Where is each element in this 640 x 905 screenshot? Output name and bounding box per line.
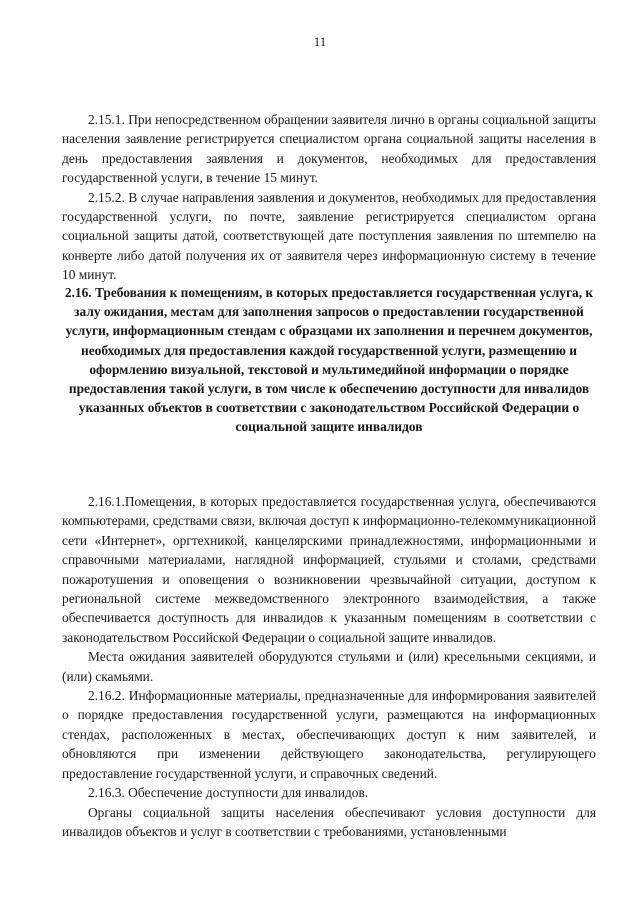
main-text-block (62, 492, 596, 841)
page-number: 11 (313, 34, 327, 49)
section-heading (62, 283, 596, 437)
paragraph-2-15-1: 2.15.1. При непосредственном обращении заявителя лично в органы социальной защиты населения заявление регистрируется специалистом органа социальной защиты населения в день предоставления заявления и документов, необходимых для предоставления государственной услуги, в течение 15 минут. (62, 112, 596, 186)
paragraph-accessibility-conditions: Органы социальной защиты населения обеспечивают условия доступности для инвалидов объектов и услуг в соответствии с требованиями, установленными (62, 804, 596, 839)
paragraph-2-16-1: 2.16.1.Помещения, в которых предоставляется государственная услуга, обеспечиваются компьютерами, средствами связи, включая доступ к информационно-телекоммуникационной сети «Интернет», оргтехникой, канцелярскими принадлежностями, информационными и справочными материалами, наглядной информацией, стульями и столами, средствами пожаротушения и оповещения о возникновении чрезвычайной ситуации, доступом к региональной системе межведомственного электронного взаимодействия, а также обеспечивается доступность для инвалидов к указанным помещениям в соответствии с законодательством Российской Федерации о социальной защите инвалидов. (62, 494, 596, 645)
paragraph-2-15-2: 2.15.2. В случае направления заявления и документов, необходимых для предоставления государственной услуги, по почте, заявление регистрируется специалистом органа социальной защиты датой, соответствующей дате поступления заявления по штемпелю на конверте либо датой получения их от заявителя через информационную систему в течение 10 минут. (62, 189, 596, 283)
paragraph-2-16-3: 2.16.3. Обеспечение доступности для инвалидов. (88, 785, 369, 801)
paragraph-waiting-places: Места ожидания заявителей оборудуются стульями и (или) кресельными секциями, и (или) скамьями. (62, 649, 596, 684)
section-heading-text: 2.16. Требования к помещениям, в которых предоставляется государственная услуга, к залу ожидания, местам для заполнения запросов о предоставлении государственной услуги, информационным стендам с образцами их заполнения и перечнем документов, необходимых для предоставления каждой государственной услуги, размещению и оформлению визуальной, текстовой и мультимедийной информации о порядке предоставления такой услуги, в том числе к обеспечению доступности для инвалидов указанных объектов в соответствии с законодательством Российской Федерации о социальной защите инвалидов (64, 285, 594, 435)
paragraph-2-16-2: 2.16.2. Информационные материалы, предназначенные для информирования заявителей о порядке предоставления государственной услуги, размещаются на информационных стендах, расположенных в местах, обеспечивающих доступ к ним заявителей, и обновляются при изменении действующего законодательства, регулирующего предоставление государственной услуги, и справочных сведений. (62, 688, 596, 781)
top-text-block (62, 110, 596, 285)
